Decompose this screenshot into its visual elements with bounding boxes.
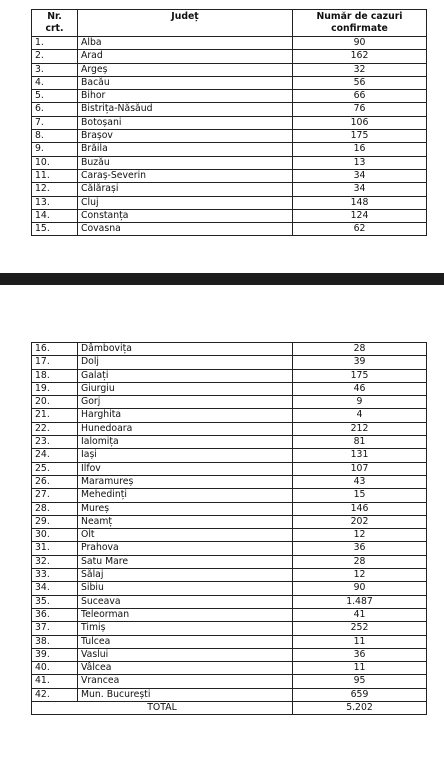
confirmed-cases: 41	[293, 608, 427, 621]
row-number: 29.	[32, 515, 78, 528]
total-row	[32, 702, 427, 715]
county-name: Brașov	[78, 130, 293, 143]
county-name: Timiș	[78, 622, 293, 635]
confirmed-cases: 175	[293, 130, 427, 143]
row-number: 38.	[32, 635, 78, 648]
confirmed-cases: 28	[293, 555, 427, 568]
confirmed-cases: 107	[293, 462, 427, 475]
county-name: Hunedoara	[78, 422, 293, 435]
confirmed-cases: 11	[293, 635, 427, 648]
confirmed-cases: 46	[293, 382, 427, 395]
confirmed-cases: 95	[293, 675, 427, 688]
county-name: Arad	[78, 50, 293, 63]
table-row	[32, 409, 427, 422]
row-number: 10.	[32, 156, 78, 169]
row-number: 1.	[32, 37, 78, 50]
row-number: 19.	[32, 382, 78, 395]
row-number: 13.	[32, 196, 78, 209]
row-number: 42.	[32, 688, 78, 701]
header-cazuri-confirmate: Număr de cazuri confirmate	[293, 10, 427, 37]
table-row	[32, 369, 427, 382]
county-name: Cluj	[78, 196, 293, 209]
row-number: 17.	[32, 356, 78, 369]
row-number: 23.	[32, 436, 78, 449]
row-number: 3.	[32, 63, 78, 76]
row-number: 37.	[32, 622, 78, 635]
confirmed-cases: 1.487	[293, 595, 427, 608]
county-name: Sălaj	[78, 569, 293, 582]
table-row	[32, 196, 427, 209]
table-row	[32, 529, 427, 542]
county-name: Botoșani	[78, 116, 293, 129]
confirmed-cases: 36	[293, 648, 427, 661]
county-name: Maramureș	[78, 475, 293, 488]
row-number: 32.	[32, 555, 78, 568]
table-row	[32, 662, 427, 675]
table-row	[32, 396, 427, 409]
table-row	[32, 555, 427, 568]
confirmed-cases: 56	[293, 76, 427, 89]
confirmed-cases: 76	[293, 103, 427, 116]
table-row	[32, 635, 427, 648]
row-number: 27.	[32, 489, 78, 502]
confirmed-cases: 34	[293, 169, 427, 182]
row-number: 11.	[32, 169, 78, 182]
confirmed-cases: 81	[293, 436, 427, 449]
table-row	[32, 608, 427, 621]
row-number: 16.	[32, 343, 78, 356]
table-row	[32, 462, 427, 475]
total-value: 5.202	[293, 702, 427, 715]
table-body-part-1	[32, 37, 427, 236]
confirmed-cases: 9	[293, 396, 427, 409]
confirmed-cases: 11	[293, 662, 427, 675]
confirmed-cases: 32	[293, 63, 427, 76]
confirmed-cases: 13	[293, 156, 427, 169]
confirmed-cases: 162	[293, 50, 427, 63]
row-number: 26.	[32, 475, 78, 488]
county-name: Iași	[78, 449, 293, 462]
confirmed-cases: 148	[293, 196, 427, 209]
row-number: 35.	[32, 595, 78, 608]
confirmed-cases: 175	[293, 369, 427, 382]
row-number: 39.	[32, 648, 78, 661]
confirmed-cases: 131	[293, 449, 427, 462]
row-number: 4.	[32, 76, 78, 89]
county-name: Suceava	[78, 595, 293, 608]
county-name: Alba	[78, 37, 293, 50]
table-row	[32, 436, 427, 449]
table-row	[32, 569, 427, 582]
table-header-row	[32, 10, 427, 37]
table-row	[32, 130, 427, 143]
table-row	[32, 63, 427, 76]
row-number: 40.	[32, 662, 78, 675]
table-row	[32, 675, 427, 688]
confirmed-cases: 12	[293, 529, 427, 542]
row-number: 12.	[32, 183, 78, 196]
confirmed-cases: 659	[293, 688, 427, 701]
county-name: Vâlcea	[78, 662, 293, 675]
table-row	[32, 475, 427, 488]
row-number: 18.	[32, 369, 78, 382]
county-name: Mun. București	[78, 688, 293, 701]
page-divider	[0, 273, 444, 285]
table-row	[32, 356, 427, 369]
county-name: Argeș	[78, 63, 293, 76]
confirmed-cases: 43	[293, 475, 427, 488]
table-row	[32, 90, 427, 103]
county-name: Neamț	[78, 515, 293, 528]
table-row	[32, 449, 427, 462]
county-name: Ialomița	[78, 436, 293, 449]
row-number: 31.	[32, 542, 78, 555]
row-number: 21.	[32, 409, 78, 422]
confirmed-cases: 4	[293, 409, 427, 422]
header-nr-crt: Nr. crt.	[32, 10, 78, 37]
county-name: Călărași	[78, 183, 293, 196]
county-name: Dolj	[78, 356, 293, 369]
confirmed-cases: 12	[293, 569, 427, 582]
confirmed-cases: 124	[293, 209, 427, 222]
confirmed-cases: 146	[293, 502, 427, 515]
table-row	[32, 37, 427, 50]
confirmed-cases: 15	[293, 489, 427, 502]
row-number: 34.	[32, 582, 78, 595]
table-row	[32, 169, 427, 182]
confirmed-cases: 106	[293, 116, 427, 129]
table-row	[32, 76, 427, 89]
row-number: 5.	[32, 90, 78, 103]
total-label: TOTAL	[32, 702, 293, 715]
table-row	[32, 223, 427, 236]
county-name: Galați	[78, 369, 293, 382]
table-row	[32, 489, 427, 502]
confirmed-cases: 252	[293, 622, 427, 635]
row-number: 15.	[32, 223, 78, 236]
table-row	[32, 50, 427, 63]
row-number: 25.	[32, 462, 78, 475]
confirmed-cases: 28	[293, 343, 427, 356]
row-number: 14.	[32, 209, 78, 222]
table-row	[32, 183, 427, 196]
county-name: Bacău	[78, 76, 293, 89]
table-row	[32, 648, 427, 661]
row-number: 9.	[32, 143, 78, 156]
confirmed-cases: 62	[293, 223, 427, 236]
county-name: Olt	[78, 529, 293, 542]
county-name: Ilfov	[78, 462, 293, 475]
county-name: Vrancea	[78, 675, 293, 688]
table-row	[32, 542, 427, 555]
row-number: 30.	[32, 529, 78, 542]
row-number: 20.	[32, 396, 78, 409]
table-row	[32, 343, 427, 356]
county-name: Buzău	[78, 156, 293, 169]
row-number: 36.	[32, 608, 78, 621]
county-name: Prahova	[78, 542, 293, 555]
confirmed-cases: 90	[293, 37, 427, 50]
county-name: Satu Mare	[78, 555, 293, 568]
confirmed-cases: 66	[293, 90, 427, 103]
row-number: 28.	[32, 502, 78, 515]
county-name: Bihor	[78, 90, 293, 103]
table-row	[32, 382, 427, 395]
table-row	[32, 688, 427, 701]
county-name: Bistrița-Năsăud	[78, 103, 293, 116]
row-number: 33.	[32, 569, 78, 582]
confirmed-cases: 34	[293, 183, 427, 196]
row-number: 22.	[32, 422, 78, 435]
confirmed-cases: 212	[293, 422, 427, 435]
row-number: 7.	[32, 116, 78, 129]
county-name: Caraș-Severin	[78, 169, 293, 182]
table-row	[32, 422, 427, 435]
table-row	[32, 515, 427, 528]
county-name: Gorj	[78, 396, 293, 409]
county-name: Giurgiu	[78, 382, 293, 395]
row-number: 2.	[32, 50, 78, 63]
county-name: Harghita	[78, 409, 293, 422]
table-row	[32, 595, 427, 608]
table-row	[32, 582, 427, 595]
cases-table-part-2	[31, 342, 427, 715]
row-number: 41.	[32, 675, 78, 688]
table-row	[32, 209, 427, 222]
row-number: 24.	[32, 449, 78, 462]
county-name: Vaslui	[78, 648, 293, 661]
header-judet: Județ	[78, 10, 293, 37]
confirmed-cases: 90	[293, 582, 427, 595]
confirmed-cases: 202	[293, 515, 427, 528]
row-number: 8.	[32, 130, 78, 143]
confirmed-cases: 16	[293, 143, 427, 156]
table-row	[32, 143, 427, 156]
county-name: Brăila	[78, 143, 293, 156]
county-name: Mehedinți	[78, 489, 293, 502]
county-name: Teleorman	[78, 608, 293, 621]
county-name: Mureș	[78, 502, 293, 515]
county-name: Sibiu	[78, 582, 293, 595]
county-name: Tulcea	[78, 635, 293, 648]
table-row	[32, 116, 427, 129]
confirmed-cases: 39	[293, 356, 427, 369]
confirmed-cases: 36	[293, 542, 427, 555]
county-name: Dâmbovița	[78, 343, 293, 356]
table-row	[32, 156, 427, 169]
county-name: Covasna	[78, 223, 293, 236]
cases-table-part-1	[31, 9, 427, 236]
table-row	[32, 622, 427, 635]
table-row	[32, 103, 427, 116]
row-number: 6.	[32, 103, 78, 116]
county-name: Constanța	[78, 209, 293, 222]
table-body-part-2	[32, 343, 427, 702]
table-row	[32, 502, 427, 515]
